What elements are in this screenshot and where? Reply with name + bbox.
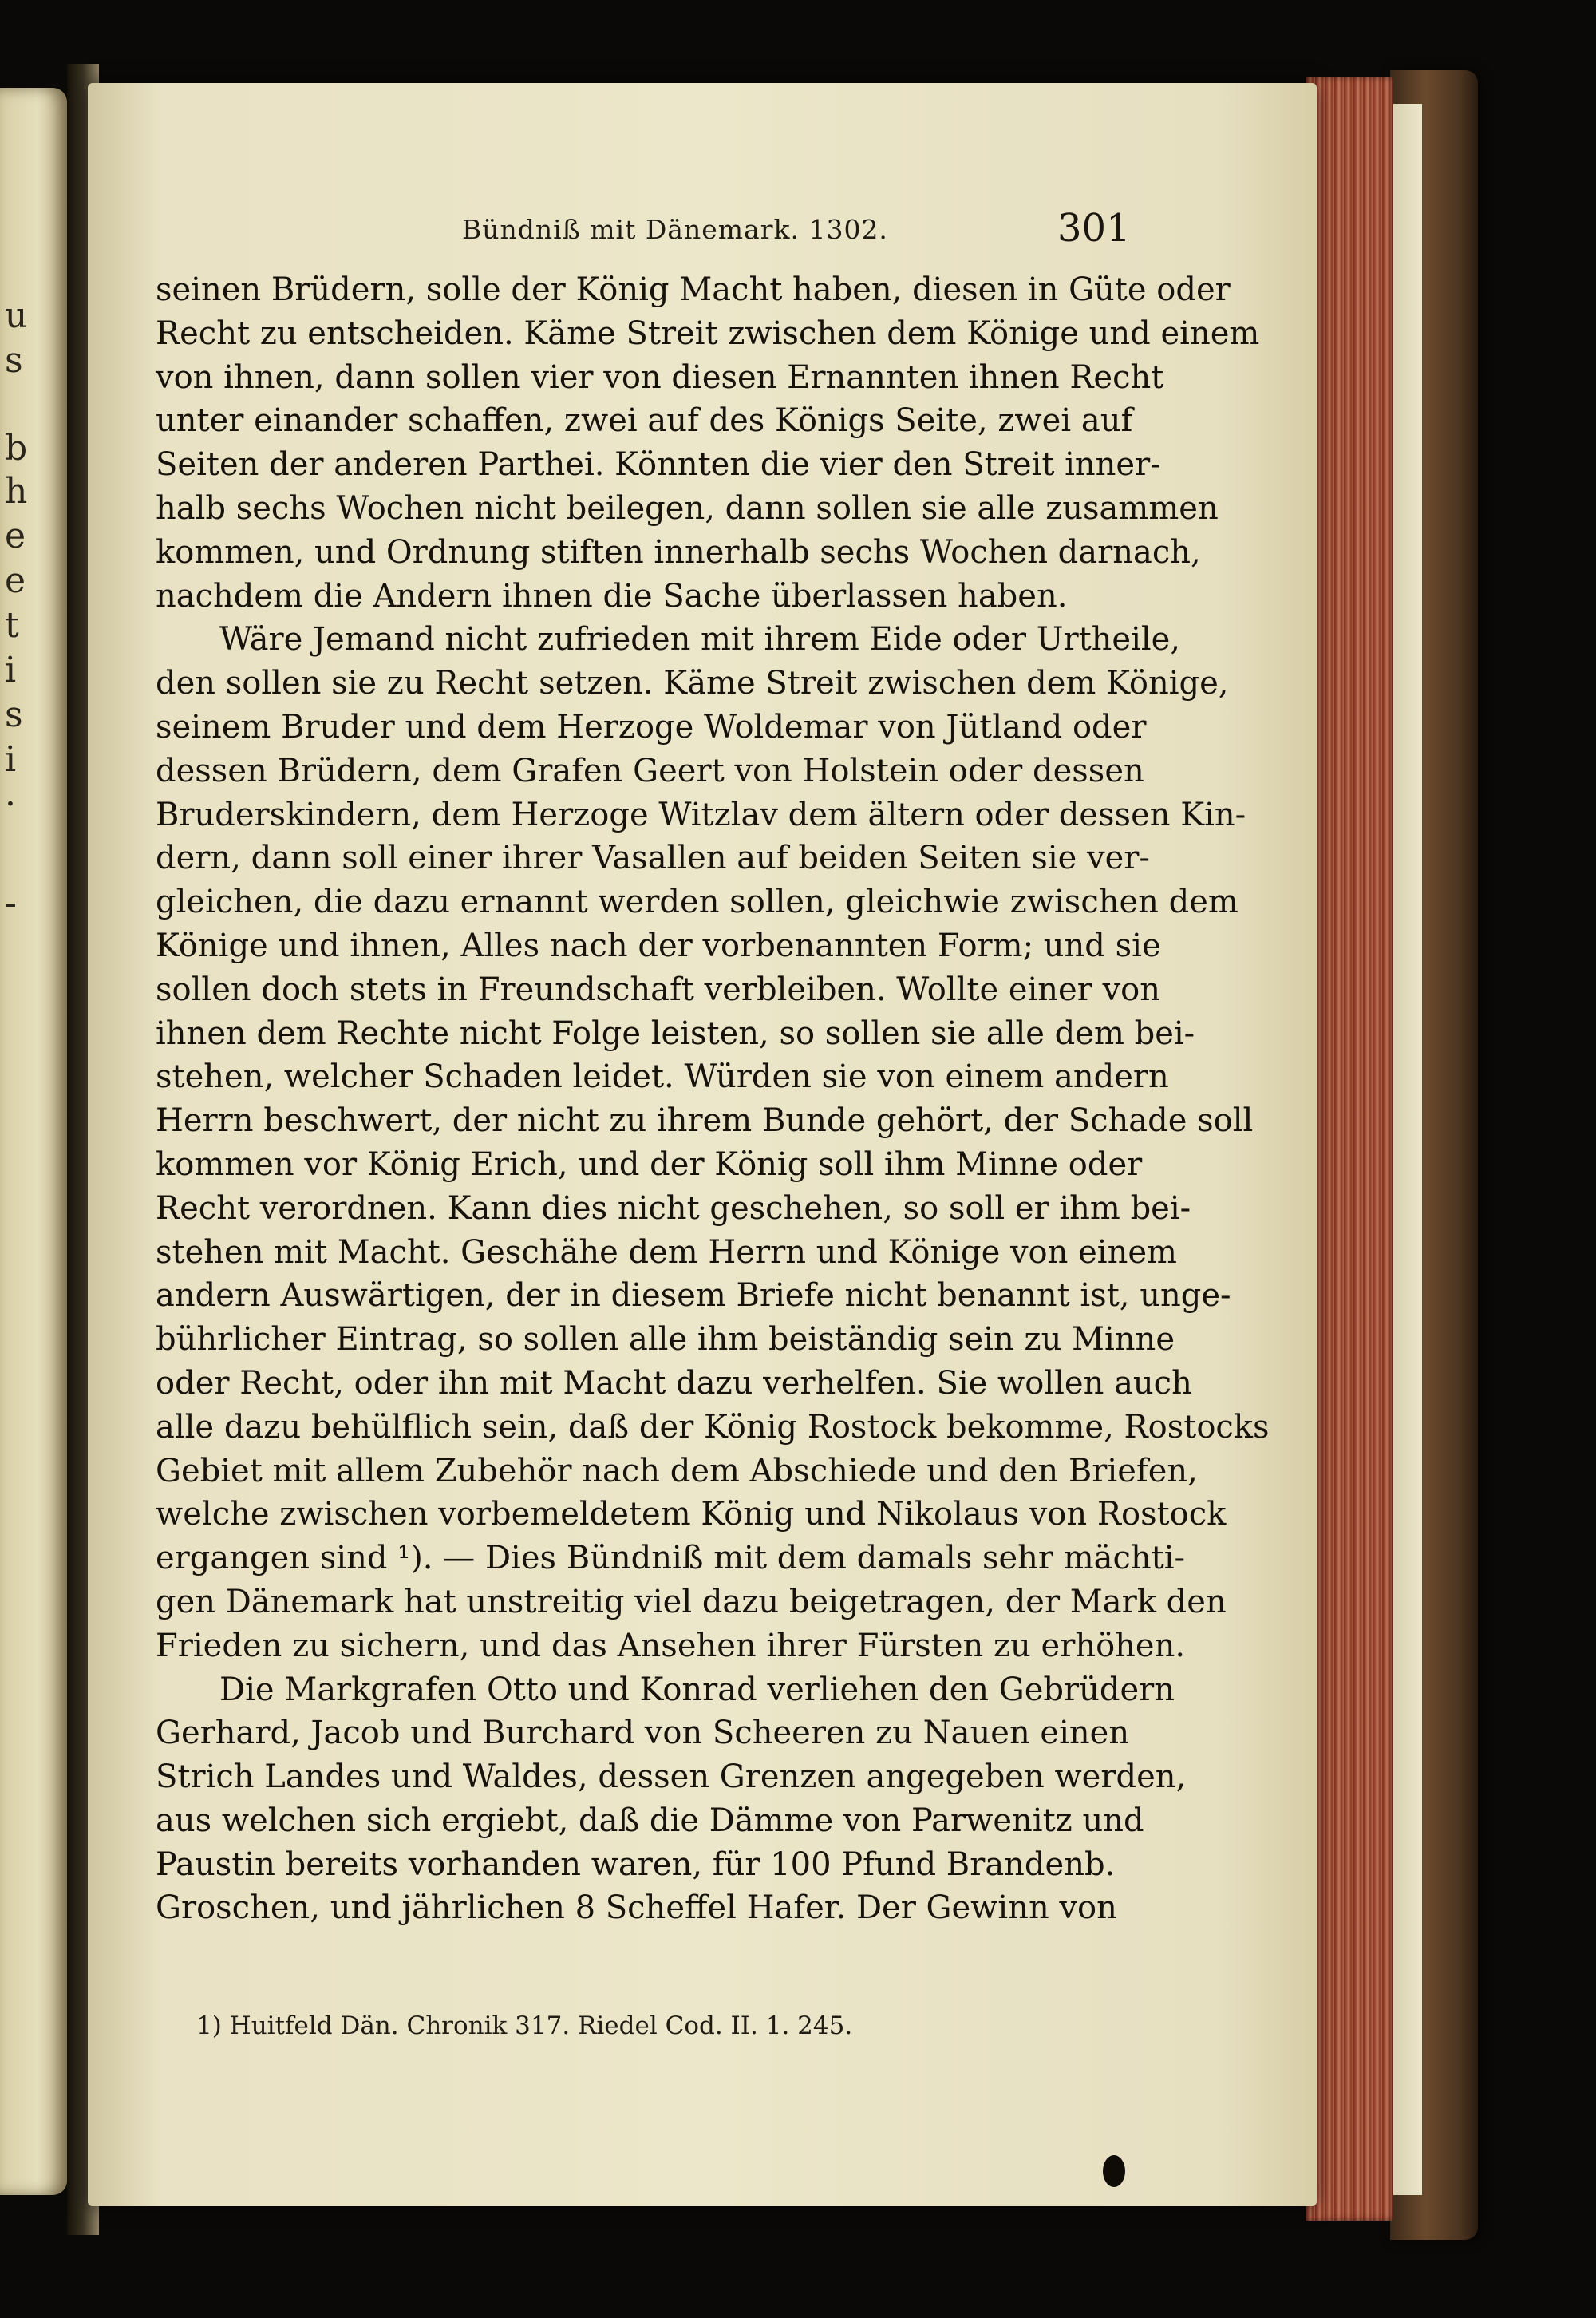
page-header bbox=[156, 206, 1131, 254]
text-line: seinen Brüdern, solle der König Macht haben, diesen in Güte oder bbox=[156, 271, 1231, 308]
running-head: Bündniß mit Dänemark. 1302. bbox=[462, 214, 888, 245]
text-line: aus welchen sich ergiebt, daß die Dämme von Parwenitz und bbox=[156, 1802, 1144, 1839]
ink-blot bbox=[1103, 2155, 1125, 2187]
previous-page-edge bbox=[0, 88, 67, 2195]
body-text bbox=[156, 268, 1270, 1930]
edge-letter: t bbox=[5, 605, 19, 646]
text-line: Könige und ihnen, Alles nach der vorbenannten Form; und sie bbox=[156, 927, 1161, 964]
page-number: 301 bbox=[1057, 206, 1131, 251]
text-line: nachdem die Andern ihnen die Sache überlassen haben. bbox=[156, 577, 1068, 615]
text-line: sollen doch stets in Freundschaft verbleiben. Wollte einer von bbox=[156, 971, 1161, 1008]
text-line: ergangen sind ¹). — Dies Bündniß mit dem damals sehr mächti- bbox=[156, 1540, 1186, 1577]
edge-letter: i bbox=[5, 650, 17, 690]
text-line: welche zwischen vorbemeldetem König und Nikolaus von Rostock bbox=[156, 1496, 1227, 1533]
text-line: Herrn beschwert, der nicht zu ihrem Bunde gehört, der Schade soll bbox=[156, 1102, 1254, 1140]
text-line: dern, dann soll einer ihrer Vasallen auf beiden Seiten sie ver- bbox=[156, 840, 1150, 877]
text-line: gleichen, die dazu ernannt werden sollen, gleichwie zwischen dem bbox=[156, 884, 1238, 921]
text-line: gen Dänemark hat unstreitig viel dazu beigetragen, der Mark den bbox=[156, 1583, 1227, 1620]
cover-endpaper bbox=[1393, 104, 1422, 2195]
edge-letter: e bbox=[5, 516, 26, 556]
text-line: bührlicher Eintrag, so sollen alle ihm beiständig sein zu Minne bbox=[156, 1321, 1175, 1359]
text-line: kommen, und Ordnung stiften innerhalb sechs Wochen darnach, bbox=[156, 533, 1201, 571]
text-line: Seiten der anderen Parthei. Könnten die vier den Streit inner- bbox=[156, 446, 1161, 484]
text-line: oder Recht, oder ihn mit Macht dazu verhelfen. Sie wollen auch bbox=[156, 1364, 1192, 1402]
edge-letter: s bbox=[5, 694, 23, 735]
text-line: unter einander schaffen, zwei auf des Königs Seite, zwei auf bbox=[156, 402, 1133, 440]
text-line: Gerhard, Jacob und Burchard von Scheeren zu Nauen einen bbox=[156, 1715, 1130, 1752]
edge-letter: · bbox=[5, 784, 16, 825]
text-line: andern Auswärtigen, der in diesem Briefe nicht benannt ist, unge- bbox=[156, 1277, 1231, 1315]
text-line: stehen, welcher Schaden leidet. Würden sie von einem andern bbox=[156, 1058, 1169, 1096]
edge-letter: i bbox=[5, 739, 17, 780]
page-block-edges bbox=[1306, 77, 1393, 2221]
edge-letter: h bbox=[5, 471, 28, 512]
footnote: 1) Huitfeld Dän. Chronik 317. Riedel Cod. II. 1. 245. bbox=[196, 2011, 853, 2040]
text-line: stehen mit Macht. Geschähe dem Herrn und Könige von einem bbox=[156, 1233, 1177, 1271]
text-line: ihnen dem Rechte nicht Folge leisten, so sollen sie alle dem bei- bbox=[156, 1015, 1195, 1052]
edge-letter: e bbox=[5, 560, 26, 601]
edge-letter: - bbox=[5, 883, 17, 924]
text-line: Recht zu entscheiden. Käme Streit zwischen dem Könige und einem bbox=[156, 314, 1260, 352]
text-line: kommen vor König Erich, und der König soll ihm Minne oder bbox=[156, 1145, 1143, 1183]
text-line: Bruderskindern, dem Herzoge Witzlav dem ältern oder dessen Kin- bbox=[156, 796, 1246, 833]
text-line: den sollen sie zu Recht setzen. Käme Streit zwischen dem Könige, bbox=[156, 665, 1229, 702]
text-line: halb sechs Wochen nicht beilegen, dann sollen sie alle zusammen bbox=[156, 489, 1219, 527]
text-line: Paustin bereits vorhanden waren, für 100 Pfund Brandenb. bbox=[156, 1845, 1116, 1883]
text-line: seinem Bruder und dem Herzoge Woldemar von Jütland oder bbox=[156, 708, 1147, 746]
text-line: Wäre Jemand nicht zufrieden mit ihrem Eide oder Urtheile, bbox=[219, 621, 1181, 659]
text-line: Die Markgrafen Otto und Konrad verliehen den Gebrüdern bbox=[219, 1671, 1175, 1708]
text-line: Recht verordnen. Kann dies nicht geschehen, so soll er ihm bei- bbox=[156, 1189, 1191, 1227]
text-line: von ihnen, dann sollen vier von diesen Ernannten ihnen Recht bbox=[156, 358, 1164, 396]
edge-letter: s bbox=[5, 340, 23, 381]
edge-letter: u bbox=[5, 295, 28, 336]
text-line: Gebiet mit allem Zubehör nach dem Abschiede und den Briefen, bbox=[156, 1452, 1198, 1489]
text-line: Frieden zu sichern, und das Ansehen ihrer Fürsten zu erhöhen. bbox=[156, 1627, 1186, 1664]
text-line: alle dazu behülflich sein, daß der König Rostock bekomme, Rostocks bbox=[156, 1408, 1270, 1446]
text-line: Strich Landes und Waldes, dessen Grenzen angegeben werden, bbox=[156, 1758, 1187, 1796]
text-line: dessen Brüdern, dem Grafen Geert von Holstein oder dessen bbox=[156, 752, 1144, 789]
text-line: Groschen, und jährlichen 8 Scheffel Hafer. Der Gewinn von bbox=[156, 1889, 1117, 1927]
edge-letter: b bbox=[5, 428, 28, 469]
